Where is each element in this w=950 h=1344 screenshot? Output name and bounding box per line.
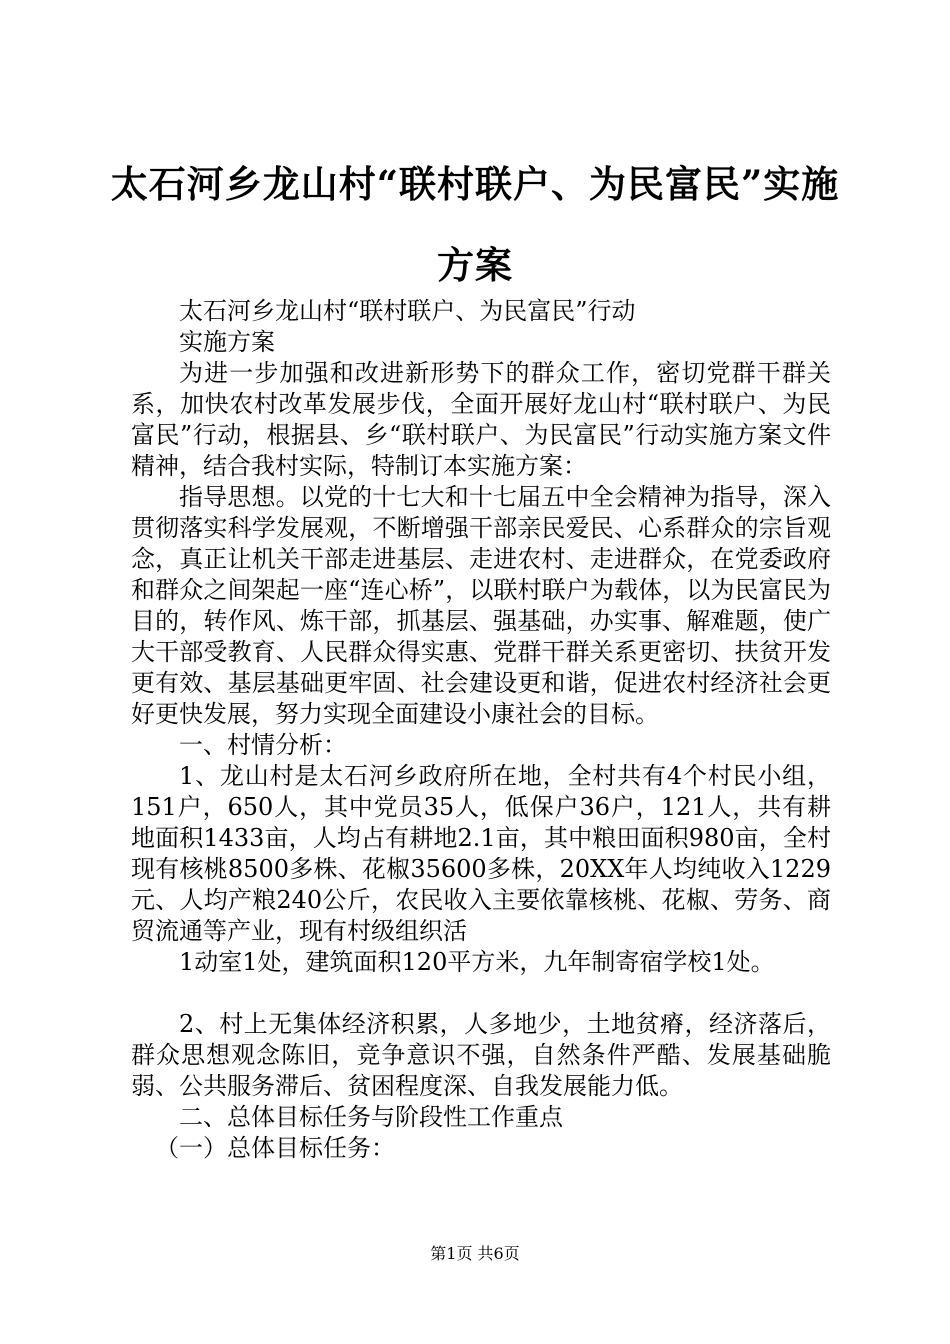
paragraph-gap bbox=[131, 978, 831, 1009]
page-footer: 第1页 共6页 bbox=[430, 1244, 520, 1263]
subtitle-line-1: 太石河乡龙山村“联村联户、为民富民”行动 bbox=[179, 297, 636, 325]
document-title-line-1: 太石河乡龙山村“联村联户、为民富民”实施 bbox=[110, 162, 840, 206]
subtitle-line-2: 实施方案 bbox=[179, 328, 275, 356]
village-analysis-item-2: 2、村上无集体经济积累，人多地少，土地贫瘠，经济落后，群众思想观念陈旧，竞争意识不强，自然条件严酷、发展基础脆弱、公共服务滞后、贫困程度深、自我发展能力低。 bbox=[131, 1010, 831, 1100]
document-title-line-2: 方案 bbox=[437, 243, 513, 287]
subsection-heading-overall-tasks: （一）总体目标任务： bbox=[155, 1134, 395, 1162]
section-heading-overall-goals: 二、总体目标任务与阶段性工作重点 bbox=[179, 1103, 563, 1131]
section-heading-village-analysis: 一、村情分析： bbox=[179, 731, 347, 759]
village-analysis-item-1-continued: 1动室1处，建筑面积120平方米，九年制寄宿学校1处。 bbox=[179, 948, 775, 976]
document-body bbox=[131, 296, 831, 1164]
intro-paragraph: 为进一步加强和改进新形势下的群众工作，密切党群干群关系，加快农村改革发展步伐，全面开展好龙山村“联村联户、为民富民”行动，根据县、乡“联村联户、为民富民”行动实施方案文件精神，结合我村实际，特制订本实施方案： bbox=[131, 359, 831, 480]
guiding-ideology-paragraph: 指导思想。以党的十七大和十七届五中全会精神为指导，深入贯彻落实科学发展观，不断增强干部亲民爱民、心系群众的宗旨观念，真正让机关干部走进基层、走进农村、走进群众，在党委政府和群众之间架起一座“连心桥”，以联村联户为载体，以为民富民为目的，转作风、炼干部，抓基层、强基础，办实事、解难题，使广大干部受教育、人民群众得实惠、党群干群关系更密切、扶贫开发更有效、基层基础更牢固、社会建设更和谐，促进农村经济社会更好更快发展，努力实现全面建设小康社会的目标。 bbox=[131, 483, 831, 728]
village-analysis-item-1: 1、龙山村是太石河乡政府所在地，全村共有4个村民小组，151户，650人，其中党员35人，低保户36户，121人，共有耕地面积1433亩，人均占有耕地2.1亩，其中粮田面积980亩，全村现有核桃8500多株、花椒35600多株，20XX年人均纯收入1229元、人均产粮240公斤，农民收入主要依靠核桃、花椒、劳务、商贸流通等产业，现有村级组织活 bbox=[131, 762, 831, 945]
